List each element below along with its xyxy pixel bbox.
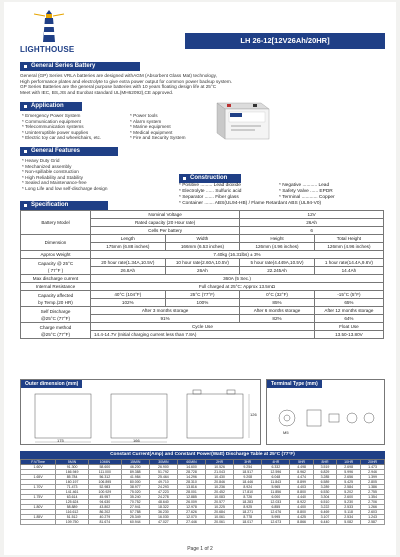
table-cell: 86.202 [88,510,121,515]
table-cell: 10.083 [206,495,234,500]
table-cell: 51.792 [149,470,177,475]
table-cell: 36.230 [149,510,177,515]
table-cell: 2.698 [337,465,361,470]
table-cell: 28.001 [177,490,205,495]
table-cell: 2.706 [361,500,385,505]
table-cell: 10.225 [206,505,234,510]
table-cell: 13.816 [177,485,205,490]
table-cell: 141.461 [56,490,89,495]
table-cell: 8.866 [290,520,313,525]
table-cell: 4.498 [290,465,313,470]
table-cell: 1.266 [361,505,385,510]
dimension-drawing [21,380,262,446]
table-cell: 18.446 [234,480,262,485]
table-cell: 41.984 [121,475,149,480]
table-cell: 1.60V [21,465,56,470]
discharge-header-cell: 5MIN [56,460,89,465]
table-cell: 40.279 [88,515,121,520]
table-cell: 51.512 [56,515,89,520]
discharge-header-cell: 20HR [361,460,385,465]
table-cell: 11.843 [262,480,290,485]
table-cell: 1.386 [361,485,385,490]
table-cell: 52.983 [88,485,121,490]
table-cell: 2.533 [337,505,361,510]
table-cell: 16.030 [149,515,177,520]
table-cell: 80.000 [121,480,149,485]
table-cell: 27.446 [177,520,205,525]
table-cell: 3.222 [313,505,336,510]
table-cell: 1.70V [21,485,56,490]
table-cell: 6.469 [313,510,336,515]
table-cell: 91.300 [56,465,89,470]
specification-table: Battery Model Nominal Voltage 12V Rated capacity (20 Hour rate) 26Ah Cells Per battery 6 Dimension Length Width Height Total Height 175mm (6.88 inches) 166mm (6.53 inches) 126mm (4.96 inches) 126mm (4.96 inches) Approx Weight 7.40kg (16.31lbs) ± 3% Capacity @ 25°C ( 77°F ) 20 hour rate(1.34A,10.5V) 10 hour rate(2.60A,10.5V) 5 hour rate(4.449A,10.5V) 1 hour rate(14.4A,9.6V) 26.8Ah 26Ah 22.245Ah 14.4Ah Max discharge current 360A (5 Sec.) Internal Resistance Full charged at 25°C: Approx 13.5mΩ Capacity affected by Temp.(20 HR) 40°C (104°F) 25°C (77°F) 0°C (32°F) -15°C (5°F) 102% 100% 85% 65% Self Discharge @25°C (77°F) After 3 months storage After 6 months storage After 12 months storage 91% 82% 64% Charge method @25°C (77°F) Cycle Use Float Use 14.4-14.7V (Initial charging current less than 7.8A) 13.50-13.80V [20,210,384,339]
construction-list: * Positive ......... Lead dioxide * Negative ........... Lead * Electrolyte ...... Sulfuric acid * Safety Valve ...... EPDR * Separator ....... Fiber glass * Terminal ............ Copper * Container ....... ABS(UL94-HB) / Flame Retardant ABS (UL94-V0) [179,183,335,206]
table-cell: 8.800 [290,490,313,495]
table-cell: 6.510 [313,500,336,505]
table-cell: 12.596 [262,470,290,475]
table-cell: 4.403 [290,485,313,490]
table-cell: 5.202 [337,490,361,495]
table-cell: 6.048 [262,475,290,480]
table-cell: 6.000 [262,495,290,500]
table-cell: 2.805 [361,480,385,485]
table-cell: 1.85V [21,515,56,520]
table-cell: 3.519 [313,465,336,470]
table-cell: 48.640 [149,500,177,505]
table-cell: 5.425 [337,480,361,485]
features-list: * Heavy Duty Grid * Mechanized assembly * Non-spillable construction * High Reliability and Stability * Sealed and Maintenance-free * Long Life and low self-discharge design [22,158,108,191]
battery-image [209,97,271,141]
general-text: General (GP) Series VRLA batteries are designed withAGM (Absorbent Glass Mat) technology, High performance plates and electrolyte to give extra power output for common power backup system. GP Series Batteries are the general purpose batteries with 10 years floating design life at 25°C Meet with IEC, BS,JIS and Eurobat standard UL(MH62092),CE approved. [20,73,233,95]
dim-width: 166 [133,438,140,443]
table-cell: 11.856 [262,490,290,495]
table-cell: 18.517 [234,470,262,475]
table-cell: 60.944 [121,520,149,525]
brand-name: LIGHTHOUSE [20,45,75,54]
discharge-table [20,459,385,525]
table-cell: 8.924 [234,485,262,490]
table-cell: 10.061 [206,515,234,520]
table-cell: 24.293 [149,485,177,490]
table-cell: 25.464 [149,475,177,480]
table-cell: 27.626 [177,510,205,515]
table-cell: 10.430 [206,475,234,480]
table-cell: 166.949 [56,470,89,475]
table-cell: 46.200 [121,465,149,470]
table-cell: 20.452 [206,490,234,495]
table-cell: 6.332 [262,465,290,470]
table-cell: 3.107 [313,515,336,520]
table-cell: 12.885 [177,495,205,500]
table-cell: 18.017 [234,520,262,525]
table-cell: 5.995 [262,515,290,520]
table-cell: 21.043 [206,470,234,475]
table-cell: 5.230 [337,500,361,505]
table-cell: 5.082 [337,520,361,525]
table-cell: 38.977 [121,485,149,490]
applications-left: * Emergency Power System * Communication equipment * Telecommunication systems * Uninterruptible power supplies * Electric toy car and wheelchairs, etc. [22,113,102,140]
table-cell: 63.614 [56,495,89,500]
lighthouse-logo [20,8,80,56]
discharge-header-cell: 8HR [313,460,336,465]
table-cell: 71.473 [56,485,89,490]
section-general: General Series Battery [20,62,140,71]
table-cell: 35.240 [121,495,149,500]
table-cell: 10.236 [206,485,234,490]
table-cell: 24.278 [149,495,177,500]
table-cell: 43.802 [88,505,121,510]
table-cell: 26.009 [177,500,205,505]
table-cell: 1.80V [21,505,56,510]
table-cell: 49.710 [149,480,177,485]
table-cell: 1.354 [361,495,385,500]
table-cell: 20.846 [206,480,234,485]
discharge-header-cell: 10MIN [88,460,121,465]
terminal-drawing [267,380,386,446]
table-cell: 5.996 [337,470,361,475]
table-cell: 47.027 [149,520,177,525]
discharge-header-cell: 10HR [337,460,361,465]
table-cell: 28.728 [177,470,205,475]
table-cell: 5.965 [262,485,290,490]
table-cell: 89.388 [121,470,149,475]
table-cell [21,520,56,525]
table-cell: 58.889 [56,505,89,510]
terminal-title: Terminal Type (mm) [267,380,322,388]
table-cell: 6.530 [313,490,336,495]
table-cell: 18.271 [234,510,262,515]
table-cell: 57.788 [121,510,149,515]
table-cell: 2.946 [361,470,385,475]
table-cell: 14.600 [177,465,205,470]
table-cell: 12.673 [262,520,290,525]
table-cell: 8.800 [290,510,313,515]
table-row [21,520,385,525]
discharge-header-cell: 2HR [206,460,234,465]
table-cell: 2.600 [337,495,361,500]
table-cell: 8.899 [290,480,313,485]
discharge-table-body [21,465,385,525]
table-cell: 20.577 [206,500,234,505]
table-cell: 2.656 [337,475,361,480]
table-cell: 4.440 [290,495,313,500]
table-cell: 5.118 [337,510,361,515]
table-cell: 20.061 [206,520,234,525]
table-cell: 106.895 [88,480,121,485]
lighthouse-icon [32,8,66,44]
table-cell: 1.399 [361,475,385,480]
model-banner: LH 26-12[12V26Ah/20HR] [185,33,385,49]
table-cell: 10.526 [206,465,234,470]
dim-length: 175 [57,438,64,443]
table-cell: 75.020 [121,490,149,495]
table-cell: 45.957 [88,495,121,500]
terminal-label: M5 [283,430,289,435]
header [20,8,385,56]
table-cell: 8.726 [234,495,262,500]
table-cell: 116.612 [56,510,89,515]
table-cell: 94.630 [88,500,121,505]
table-cell: 6.440 [313,520,336,525]
table-cell: 3.304 [313,495,336,500]
table-cell: 4.400 [290,505,313,510]
table-cell: 85.784 [56,475,89,480]
discharge-header-cell: 60MIN [177,460,205,465]
table-cell: 109.750 [56,520,89,525]
table-cell: 3.289 [313,485,336,490]
table-cell: 28.310 [177,480,205,485]
table-cell: 56.312 [88,475,121,480]
discharge-header-cell: 30MIN [149,460,177,465]
discharge-header-cell: 15MIN [121,460,149,465]
table-cell: 1.243 [361,515,385,520]
dimension-title: Outer dimension (mm) [21,380,82,388]
section-features: General Features [20,147,118,156]
table-cell: 160.197 [56,480,89,485]
table-cell: 14.296 [177,475,205,480]
table-cell: 6.829 [313,470,336,475]
table-cell: 4.425 [290,515,313,520]
table-cell: 2.587 [361,520,385,525]
discharge-table-title: Constant Current(Amp) and Constant Power(Watt) Discharge Table at 25°C (77°F) [20,451,385,459]
table-cell: 6.589 [313,480,336,485]
table-cell: 9.208 [234,475,262,480]
table-cell: 26.900 [149,465,177,470]
table-cell: 12.033 [262,500,290,505]
table-cell: 1.65V [21,475,56,480]
outer-dimension-box [20,379,261,445]
table-cell: 1.473 [361,465,385,470]
discharge-header-cell: 5HR [290,460,313,465]
table-cell: 9.254 [234,465,262,470]
discharge-header-cell: 3HR [234,460,262,465]
table-cell: 2.534 [337,515,361,520]
discharge-header-cell: F.V/Time [21,460,56,465]
table-cell: 111.000 [88,470,121,475]
table-cell: 8.925 [234,505,262,510]
table-cell: 8.778 [234,515,262,520]
table-cell: 81.674 [88,520,121,525]
table-cell: 47.223 [149,490,177,495]
section-application: Application [20,102,82,111]
discharge-header-cell: 4HR [262,460,290,465]
table-cell: 70.752 [121,500,149,505]
dim-height: 126 [250,412,257,417]
datasheet-page [4,2,396,555]
section-specification: Specification [20,201,108,210]
table-cell: 6.855 [262,505,290,510]
table-cell: 27.941 [121,505,149,510]
table-cell: 12.070 [177,515,205,520]
table-cell: 100.929 [88,490,121,495]
page-footer: Page 1 of 2 [187,546,213,552]
table-cell: 8.922 [290,500,313,505]
table-cell: 3.285 [313,475,336,480]
table-cell: 2.755 [361,490,385,495]
table-cell: 1.75V [21,495,56,500]
terminal-type-box [266,379,385,445]
table-cell: 18.322 [149,505,177,510]
table-cell: 12.676 [262,510,290,515]
table-cell: 2.584 [337,485,361,490]
table-cell: 12.978 [177,505,205,510]
table-cell: 125.624 [56,500,89,505]
table-cell: 4.474 [290,475,313,480]
table-cell: 58.600 [88,465,121,470]
table-cell: 20.684 [206,510,234,515]
table-cell: 2.603 [361,510,385,515]
table-cell: 17.810 [234,490,262,495]
section-construction: Construction [179,174,241,183]
table-cell: 18.283 [234,500,262,505]
table-cell: 8.962 [290,470,313,475]
table-cell: 25.349 [121,515,149,520]
applications-right: * Power tools * Alarm system * Marine equipment * Medical equipment * Fire and Security System [130,113,186,140]
